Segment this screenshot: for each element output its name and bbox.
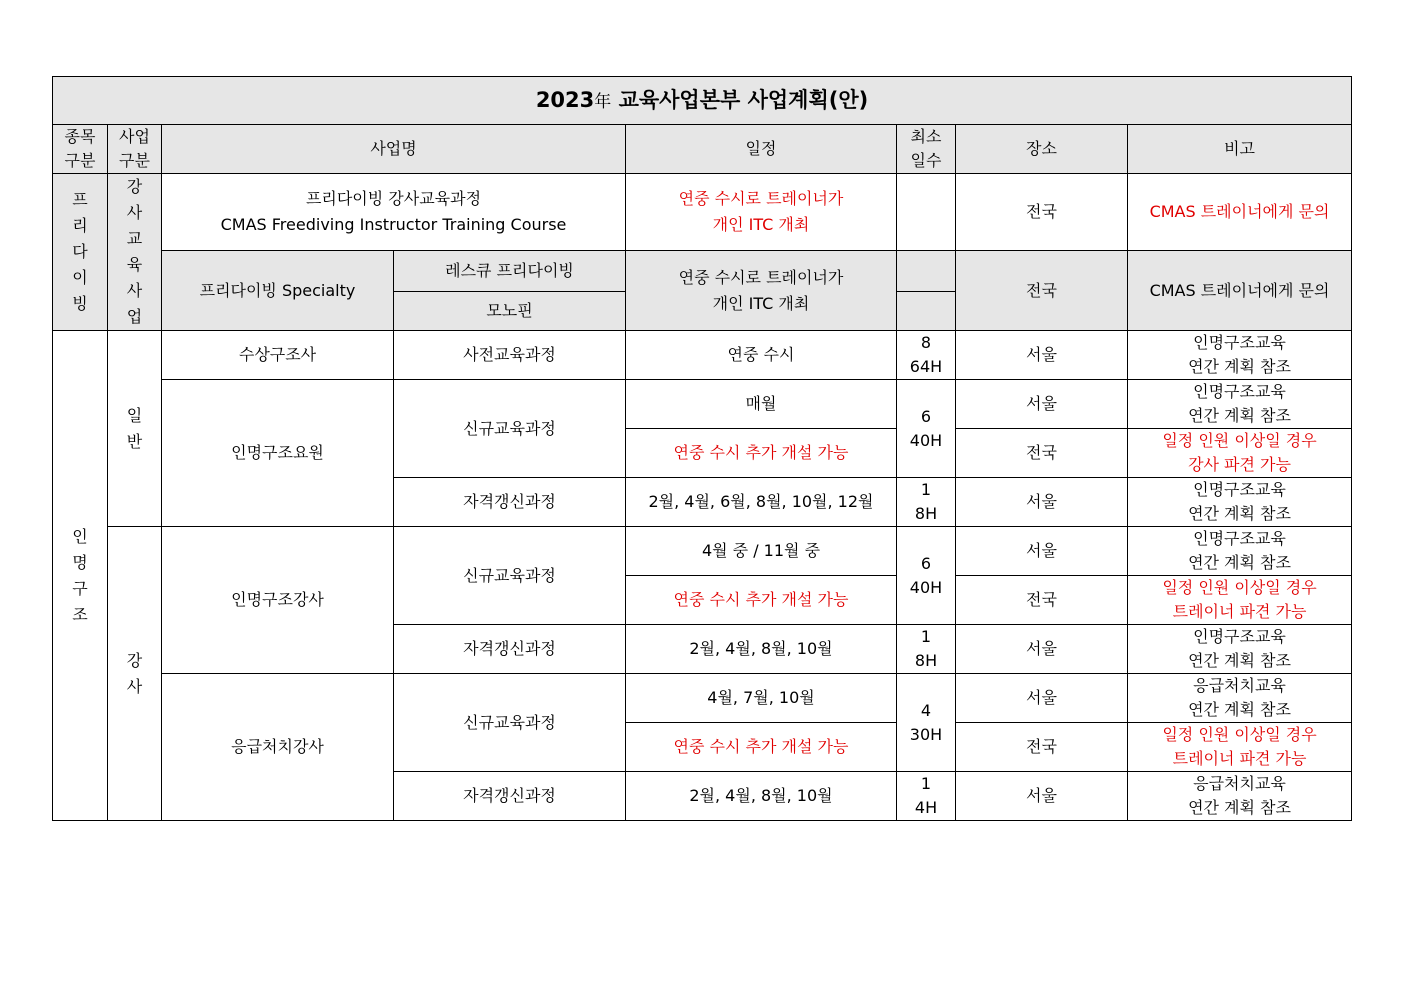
header-location: 장소 [956,125,1128,174]
fa-instructor-renewal-min-days: 1 4H [897,772,956,821]
lifesaving-category-cell [53,331,108,821]
fa-instructor-name: 응급처치강사 [162,674,394,821]
fa-instructor-new-remarks-1: 응급처치교육 연간 계획 참조 [1128,674,1352,723]
ls-instructor-new-location-2: 전국 [956,576,1128,625]
fa-instructor-new-location-1: 서울 [956,674,1128,723]
freediving-itc-remarks: CMAS 트레이너에게 문의 [1128,174,1352,251]
header-program-name: 사업명 [162,125,626,174]
lifeguard-renewal-course: 자격갱신과정 [394,478,626,527]
water-rescuer-remarks: 인명구조교육 연간 계획 참조 [1128,331,1352,380]
ls-instructor-renewal-location: 서울 [956,625,1128,674]
title-text: 교육사업본부 사업계획(안) [618,87,869,112]
ls-instructor-new-min-days: 6 40H [897,527,956,625]
lifeguard-name: 인명구조요원 [162,380,394,527]
freediving-specialty-name: 프리다이빙 Specialty [162,251,394,331]
lifesaving-category: 인명구조 [72,526,88,624]
title-year-suffix: 年 [594,91,612,112]
lifeguard-renewal-remarks: 인명구조교육 연간 계획 참조 [1128,478,1352,527]
ls-instructor-new-remarks-1: 인명구조교육 연간 계획 참조 [1128,527,1352,576]
fa-instructor-renewal-remarks: 응급처치교육 연간 계획 참조 [1128,772,1352,821]
freediving-specialty-remarks: CMAS 트레이너에게 문의 [1128,251,1352,331]
freediving-itc-min-days [897,174,956,251]
lifeguard-new-schedule-1: 매월 [626,380,897,429]
freediving-specialty-course-rescue: 레스큐 프리다이빙 [394,251,626,292]
ls-instructor-renewal-schedule: 2월, 4월, 8월, 10월 [626,625,897,674]
lifeguard-new-location-2: 전국 [956,429,1128,478]
ls-instructor-renewal-remarks: 인명구조교육 연간 계획 참조 [1128,625,1352,674]
water-rescuer-course: 사전교육과정 [394,331,626,380]
ls-instructor-name: 인명구조강사 [162,527,394,674]
lifeguard-new-remarks-2: 일정 인원 이상일 경우 강사 파견 가능 [1128,429,1352,478]
freediving-specialty-course-monofin: 모노핀 [394,292,626,331]
lifeguard-new-remarks-1: 인명구조교육 연간 계획 참조 [1128,380,1352,429]
lifeguard-new-course: 신규교육과정 [394,380,626,478]
water-rescuer-min-days: 8 64H [897,331,956,380]
instructor-business-type: 강사 [126,650,143,696]
header-schedule: 일정 [626,125,897,174]
freediving-category-cell [53,174,108,331]
fa-instructor-new-remarks-2: 일정 인원 이상일 경우 트레이너 파견 가능 [1128,723,1352,772]
lifeguard-renewal-min-days: 1 8H [897,478,956,527]
freediving-category: 프리다이빙 [72,190,88,313]
lifeguard-new-location-1: 서울 [956,380,1128,429]
ls-instructor-new-schedule-2: 연중 수시 추가 개설 가능 [626,576,897,625]
ls-instructor-new-course: 신규교육과정 [394,527,626,625]
lifeguard-renewal-schedule: 2월, 4월, 6월, 8월, 10월, 12월 [626,478,897,527]
lifeguard-renewal-location: 서울 [956,478,1128,527]
freediving-business-type-cell [108,174,162,331]
fa-instructor-new-schedule-2: 연중 수시 추가 개설 가능 [626,723,897,772]
header-min-days: 최소 일수 [897,125,956,174]
freediving-specialty-min-days-2 [897,292,956,331]
general-business-type: 일반 [126,405,143,451]
freediving-specialty-location: 전국 [956,251,1128,331]
ls-instructor-renewal-course: 자격갱신과정 [394,625,626,674]
fa-instructor-new-location-2: 전국 [956,723,1128,772]
title-year: 2023 [535,87,595,112]
freediving-itc-schedule: 연중 수시로 트레이너가 개인 ITC 개최 [626,174,897,251]
ls-instructor-new-location-1: 서울 [956,527,1128,576]
freediving-business-type: 강사교육사업 [126,177,143,326]
header-category: 종목 구분 [53,125,108,174]
ls-instructor-new-schedule-1: 4월 중 / 11월 중 [626,527,897,576]
fa-instructor-new-schedule-1: 4월, 7월, 10월 [626,674,897,723]
business-plan-table [52,76,1352,821]
header-business-type: 사업 구분 [108,125,162,174]
freediving-specialty-schedule: 연중 수시로 트레이너가 개인 ITC 개최 [626,251,897,331]
fa-instructor-new-min-days: 4 30H [897,674,956,772]
lifeguard-new-schedule-2: 연중 수시 추가 개설 가능 [626,429,897,478]
freediving-itc-name: 프리다이빙 강사교육과정 CMAS Freediving Instructor Training Course [162,174,626,251]
fa-instructor-renewal-location: 서울 [956,772,1128,821]
page-title [53,77,1352,125]
general-business-type-cell [108,331,162,527]
header-remarks: 비고 [1128,125,1352,174]
fa-instructor-renewal-schedule: 2월, 4월, 8월, 10월 [626,772,897,821]
water-rescuer-name: 수상구조사 [162,331,394,380]
ls-instructor-renewal-min-days: 1 8H [897,625,956,674]
lifeguard-new-min-days: 6 40H [897,380,956,478]
freediving-itc-location: 전국 [956,174,1128,251]
fa-instructor-renewal-course: 자격갱신과정 [394,772,626,821]
water-rescuer-schedule: 연중 수시 [626,331,897,380]
water-rescuer-location: 서울 [956,331,1128,380]
freediving-specialty-min-days-1 [897,251,956,292]
ls-instructor-new-remarks-2: 일정 인원 이상일 경우 트레이너 파견 가능 [1128,576,1352,625]
instructor-business-type-cell [108,527,162,821]
fa-instructor-new-course: 신규교육과정 [394,674,626,772]
